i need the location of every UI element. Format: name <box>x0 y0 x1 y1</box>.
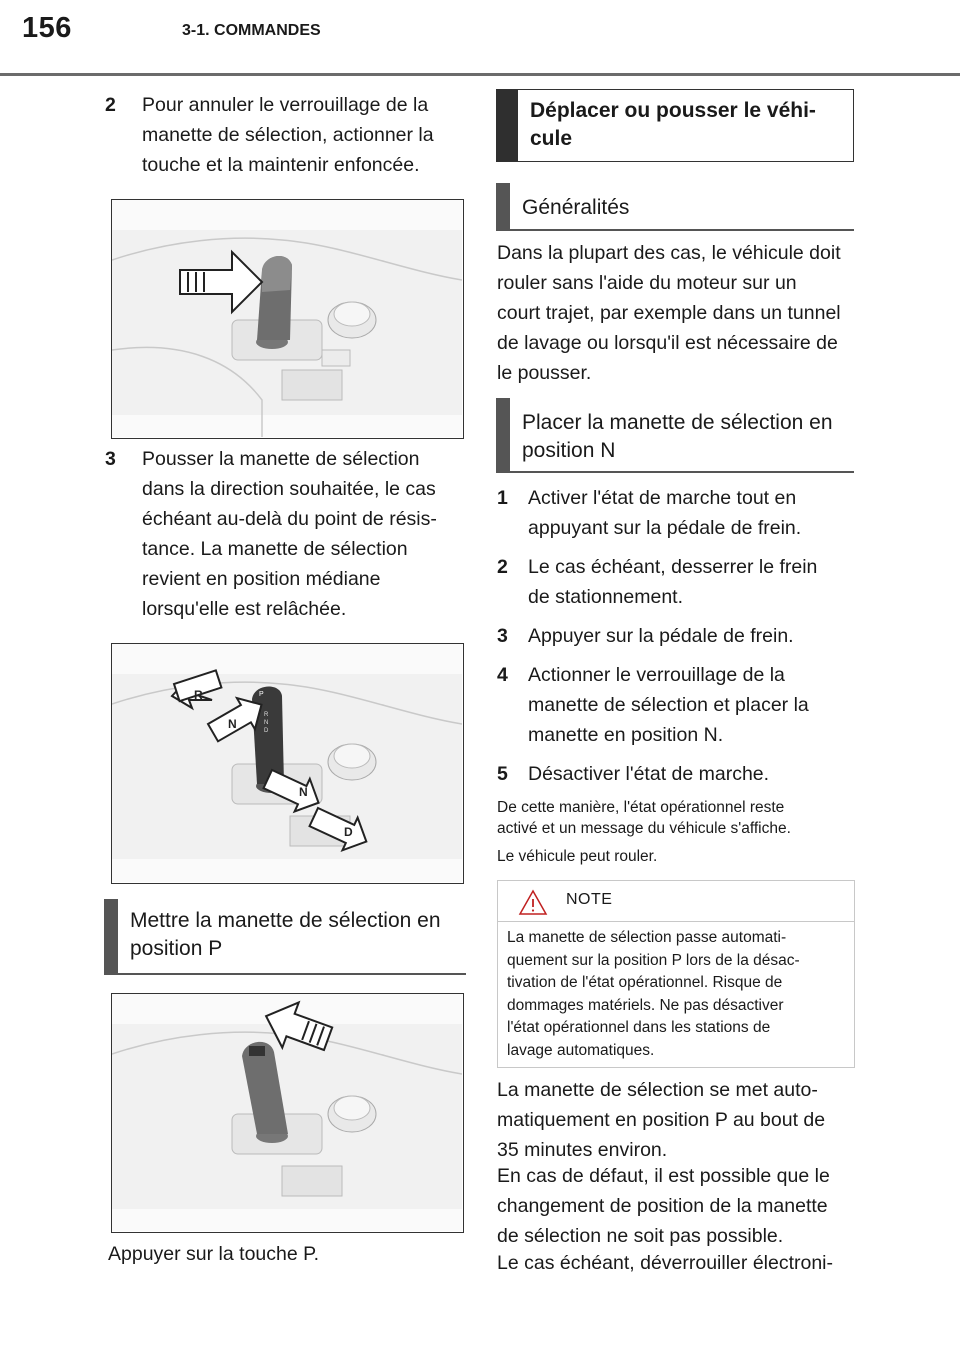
step-number: 3 <box>105 448 116 470</box>
step-number: 2 <box>105 94 116 116</box>
heading-position-p <box>104 899 466 975</box>
step-line: Le cas échéant, desserrer le frein <box>528 556 818 578</box>
svg-text:D: D <box>264 728 269 734</box>
heading-line: Mettre la manette de sélection en <box>130 909 441 932</box>
heading-line: Déplacer ou pousser le véhi- <box>530 99 816 122</box>
header-divider <box>0 73 960 76</box>
heading-generalites <box>496 183 854 231</box>
note-header <box>498 881 854 922</box>
text-line: En cas de défaut, il est possible que le <box>497 1165 830 1187</box>
arrow-label-d: D <box>344 825 353 839</box>
step-line: manette en position N. <box>528 724 724 746</box>
text-line: lavage automatiques. <box>507 1041 655 1059</box>
svg-text:R: R <box>264 712 269 718</box>
text-line: de sélection ne soit pas possible. <box>497 1225 784 1247</box>
note-box <box>497 880 855 1068</box>
step-line: manette de sélection et placer la <box>528 694 809 716</box>
heading-line: position P <box>130 937 223 960</box>
page-number: 156 <box>22 12 72 44</box>
text-line: activé et un message du véhicule s'affiche. <box>497 820 791 837</box>
heading-position-n <box>496 398 854 473</box>
text-line: Dans la plupart des cas, le véhicule doit <box>497 242 841 264</box>
figure-p-button <box>111 993 464 1233</box>
text-line: dommages matériels. Ne pas désactiver <box>507 996 784 1014</box>
text-line: matiquement en position P au bout de <box>497 1109 826 1131</box>
figure-selector-directions <box>111 643 464 884</box>
small-paragraph-2: Le véhicule peut rouler. <box>497 848 658 865</box>
svg-text:N: N <box>264 720 269 726</box>
small-paragraph-1 <box>497 797 791 839</box>
paragraph-auto-p <box>497 1075 825 1165</box>
text-line: quement sur la position P lors de la désac- <box>507 951 800 969</box>
step-number: 5 <box>497 763 508 785</box>
heading-move-vehicle <box>496 89 854 162</box>
step-line: appuyant sur la pédale de frein. <box>528 517 802 539</box>
step-line: manette de sélection, actionner la <box>142 124 434 146</box>
arrow-label-n2: N <box>299 785 308 799</box>
text-line: 35 minutes environ. <box>497 1139 668 1161</box>
step-line: touche et la maintenir enfoncée. <box>142 154 420 176</box>
caption-press-p: Appuyer sur la touche P. <box>108 1243 320 1265</box>
step-number: 4 <box>497 664 508 686</box>
heading-line: position N <box>522 439 616 462</box>
step-line: Activer l'état de marche tout en <box>528 487 797 509</box>
text-line: de lavage ou lorsqu'il est nécessaire de <box>497 332 838 354</box>
note-label: NOTE <box>566 891 613 908</box>
step-number: 2 <box>497 556 508 578</box>
step-line: Appuyer sur la pédale de frein. <box>528 625 794 647</box>
arrow-label-r: R <box>194 688 203 702</box>
arrow-label-n1: N <box>228 717 237 731</box>
text-line: l'état opérationnel dans les stations de <box>507 1019 771 1036</box>
text-line: La manette de sélection se met auto- <box>497 1079 818 1101</box>
step-line: de stationnement. <box>528 586 684 608</box>
text-line: le pousser. <box>497 362 592 384</box>
text-line: tivation de l'état opérationnel. Risque de <box>507 974 783 991</box>
text-line: De cette manière, l'état opérationnel reste <box>497 799 785 816</box>
step-number: 1 <box>497 487 508 509</box>
paragraph-generalites <box>497 238 841 388</box>
step-line: Pour annuler le verrouillage de la <box>142 94 429 116</box>
text-line: La manette de sélection passe automati- <box>507 929 787 946</box>
step-line: échéant au-delà du point de résis- <box>142 508 437 530</box>
svg-text:P: P <box>259 691 264 698</box>
step-line: lorsqu'elle est relâchée. <box>142 598 347 620</box>
paragraph-defaut <box>497 1161 830 1251</box>
heading-text: Généralités <box>522 196 630 219</box>
section-title: 3-1. COMMANDES <box>182 22 321 39</box>
step-line: Actionner le verrouillage de la <box>528 664 785 686</box>
step-line: revient en position médiane <box>142 568 381 590</box>
step-line: tance. La manette de sélection <box>142 538 408 560</box>
step-line: dans la direction souhaitée, le cas <box>142 478 436 500</box>
warning-icon <box>518 889 548 916</box>
figure-unlock-button <box>111 199 464 439</box>
step-line: Pousser la manette de sélection <box>142 448 420 470</box>
note-text <box>507 927 847 1062</box>
paragraph-last: Le cas échéant, déverrouiller électroni- <box>497 1252 834 1274</box>
heading-line: cule <box>530 127 573 150</box>
text-line: court trajet, par exemple dans un tunnel <box>497 302 841 324</box>
heading-line: Placer la manette de sélection en <box>522 411 833 434</box>
text-line: rouler sans l'aide du moteur sur un <box>497 272 797 294</box>
step-line: Désactiver l'état de marche. <box>528 763 770 785</box>
step-number: 3 <box>497 625 508 647</box>
text-line: changement de position de la manette <box>497 1195 828 1217</box>
